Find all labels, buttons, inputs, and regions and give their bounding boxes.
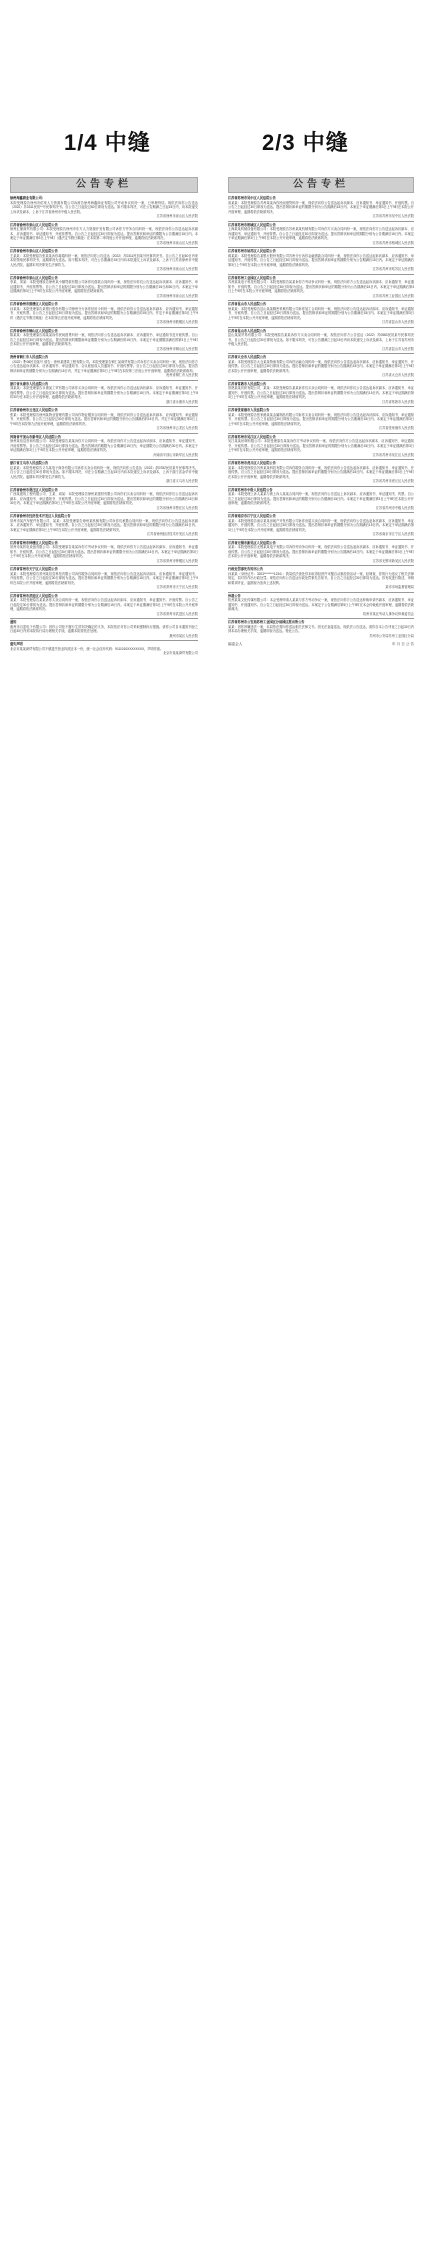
notice-divider xyxy=(228,327,414,328)
notice-item xyxy=(228,488,414,511)
notice-title: 江苏省徐州市云龙区人民法院公告 xyxy=(10,408,58,412)
notice-body: 某某：本院受理原告太仓某某物流有限公司诉你运输合同纠纷一案，现依法向你公告送达起诉状副本、应诉通知书、举证通知书、开庭传票。自公告之日起经过30日即视为送达。提出答辩状和举证的期限分别为公告期满后15日内。本案定于举证期满后第3日上午9时在本院公开开庭审理，逾期将依法缺席判决。 xyxy=(228,359,414,373)
notice-signature: 江苏省徐州市鼓楼区人民法院 xyxy=(156,320,198,324)
notice-signature: 江苏省张家港市人民法院 xyxy=(378,426,414,430)
notice-item xyxy=(228,594,414,617)
notice-body: 徐某某：本院受理原告昆山某某精密机械有限公司诉你加工合同纠纷一案，现依法向你公告送达起诉状副本、应诉通知书、举证通知书、开庭传票。自公告之日起经过30日即视为送达。提出答辩状和举证的期限分别为公告期满后15日内。本案定于举证期满后第3日上午9时在本院公开开庭审理，逾期将依法缺席判决。 xyxy=(228,306,414,320)
notice-item xyxy=(10,620,198,638)
notice-divider xyxy=(228,433,414,434)
notice-signature: 江苏省昆山市人民法院 xyxy=(382,320,414,324)
left-column-banner: 公告专栏 xyxy=(10,177,198,193)
notice-item xyxy=(228,514,414,537)
notice-divider xyxy=(228,353,414,354)
notice-title: 行政处罚事先告知书公告 xyxy=(228,567,264,571)
notice-item xyxy=(228,249,414,272)
notice-body: 赵某某：本院受理原告义乌某电子商务有限公司诉你买卖合同纠纷一案，现依法向你公告送达（2022）浙0782民初某号民事判决书。自公告之日起经过30日即视为送达。如不服本判决，可在公告期满之日起15日内向本院递交上诉状及副本，上诉于浙江省金华市中级人民法院。逾期本判决即发生法律效力。 xyxy=(10,465,198,479)
notice-signature: 江苏省徐州经济技术开发区人民法院 xyxy=(147,532,198,536)
notice-signature: 江苏省苏州工业园区人民法院 xyxy=(372,293,414,298)
notice-title: 江苏省徐州市泉山区人民法院公告 xyxy=(10,222,58,227)
notice-title: 江苏省徐州市贾汪区人民法院公告 xyxy=(10,487,58,492)
notice-divider xyxy=(10,353,198,354)
notice-body: 北京市某某商贸有限公司不慎遗失营业执照正本一份，统一社会信用代码：9111010XXXXXXXX，声明作废。 xyxy=(10,646,164,651)
notice-divider xyxy=(10,380,198,381)
notice-signature: 江苏省苏州市相城区人民法院 xyxy=(372,240,414,245)
notice-signature: 杭州市某区劳动人事争议仲裁委员会 xyxy=(363,611,414,616)
notice-divider xyxy=(10,247,198,248)
notice-title: 徐州海鑫商业有限公司： xyxy=(10,196,46,200)
notice-title: 江苏省常州市钟楼区人民法院公告 xyxy=(10,540,58,545)
notice-divider xyxy=(228,380,414,381)
notice-signature: 江苏省徐州市泉山区人民法院 xyxy=(156,214,198,218)
notice-item xyxy=(10,223,198,246)
notice-body: 昆山某某贸易有限公司：本院受理原告某某诉你方买卖合同纠纷一案，现依法向你方公告送达（2022）苏0583民初某号民事判决书。自公告之日起经过30日即视为送达。如不服本判决，可在公告期满之日起15日内向本院递交上诉状及副本，上诉于江苏省苏州市中级人民法院。 xyxy=(228,333,414,346)
notice-signature: 江苏省徐州市泉山区人民法院 xyxy=(156,267,198,271)
notice-item xyxy=(10,408,198,431)
notice-divider xyxy=(10,327,198,328)
notice-title: 江苏省苏州市中级人民法院公告 xyxy=(228,487,273,492)
footer-right-text: 年 月 日 公 告 xyxy=(392,642,414,646)
notice-signature: 浙江省永康市人民法院 xyxy=(166,399,198,404)
notice-body: 上海某某机械设备有限公司：本院受理原告苏州某某机械有限公司诉你方买卖合同纠纷一案，现依法向你方公告送达起诉状副本、应诉通知书、举证通知书、开庭传票。自公告之日起经过30日即视为送达。提出答辩状和举证的期限分别为公告期满后15日内。本案定于举证期满后第3日上午9时在本院公开开庭审理，逾期将依法缺席判决。 xyxy=(228,227,414,240)
notice-item xyxy=(228,382,414,405)
notice-item xyxy=(228,461,414,484)
notice-item xyxy=(10,382,198,405)
notice-divider xyxy=(228,486,414,487)
notice-signature: 江苏省常熟市人民法院 xyxy=(382,399,414,404)
notice-title: 浙江省永康市人民法院公告 xyxy=(10,381,49,386)
notice-signature: 浙江省义乌市人民法院 xyxy=(166,479,198,483)
right-column-footer xyxy=(228,642,414,647)
right-column-banner: 公告专栏 xyxy=(228,177,414,193)
notice-body: 某某：本院受理上诉人某某与被上诉人某某合同纠纷一案，现依法向你公告送达上诉状副本、应诉通知书、举证通知书、传票。自公告之日起经过30日即视为送达。提出答辩状和举证的期限分别为公告期满后15日内。本案定于举证期满后第3日上午9时在本院公开开庭审理，逾期将依法缺席判决。 xyxy=(228,492,414,505)
notice-title: 仲裁公告 xyxy=(228,593,241,598)
notice-signature: 江苏省徐州市泉山区人民法院 xyxy=(156,293,198,298)
notice-signature: 江苏省太仓市人民法院 xyxy=(382,373,414,377)
notice-title: 江苏省苏州市姑苏区人民法院公告 xyxy=(228,249,276,253)
notice-divider xyxy=(228,300,414,301)
notice-item xyxy=(10,329,198,352)
notice-signature: 江苏省苏州市中级人民法院 xyxy=(375,505,414,510)
notice-body: 常州市某机电设备有限公司：本院受理原告某某诉你方劳动争议纠纷一案，现依法向你方公告送达起诉状副本、应诉通知书、举证通知书、开庭传票。自公告之日起经过30日即视为送达。提出答辩状和举证的期限分别为公告期满后15日内。本案定于举证期满后第3日上午9时在本院公开开庭审理，逾期将依法缺席判决。 xyxy=(10,545,198,558)
notice-item xyxy=(10,302,198,325)
notice-signature: 江苏省徐州市泉山区人民法院 xyxy=(156,240,198,245)
notice-divider xyxy=(10,592,198,593)
notice-body: 某某：因你涉嫌违法一案，本局依法需向你送达相关法律文书。因无法直接送达，现依法公告送达。请你自本公告刊登之日起30日内到本局办理相关手续，逾期即视为送达。特此公告。 xyxy=(228,624,414,633)
notice-signature: 河南省平顶山市新华区人民法院 xyxy=(153,452,198,457)
notice-divider xyxy=(10,512,198,513)
notice-body: 孙某某（身份证号：3203********1234）：我局依法查处你未取得经营许可擅自从事经营活动一案，经调查，你的行为违反了相关法律规定，拟对你作出行政处罚。现依法向你公告送达行政处罚事先告知书。自公告之日起经过30日即视为送达。你有权进行陈述、申辩和要求听证，逾期视为放弃上述权利。 xyxy=(228,571,414,585)
notice-item xyxy=(228,223,414,246)
notice-title: 江苏省太仓市人民法院公告 xyxy=(228,355,267,359)
left-column-label: 1/4 中缝 xyxy=(64,130,151,155)
notice-signature: 江苏省苏州市吴中区人民法院 xyxy=(372,214,414,218)
notice-divider xyxy=(228,592,414,593)
notice-divider xyxy=(228,247,414,248)
notice-title: 江苏省徐州市泉山区人民法院公告 xyxy=(10,249,58,253)
notice-item xyxy=(10,514,198,537)
notice-title: 江苏省常州市武进区人民法院公告 xyxy=(10,593,58,598)
notice-item xyxy=(10,249,198,272)
notice-title: 江苏省昆山市人民法院公告 xyxy=(228,328,267,333)
notice-title: 江苏省常州市天宁区人民法院公告 xyxy=(10,567,58,571)
notice-body: 张某：本院受理原告徐州某物业管理有限公司诉你物业服务合同纠纷一案，现依法向你公告送达起诉状副本、应诉通知书、举证通知书、开庭传票。自公告之日起经过30日即视为送达。提出答辩状和举证的期限分别为公告期满后的15日内。并定于举证期满后第3日上午9时在本院第九法庭开庭审理，逾期将依法缺席判决。 xyxy=(10,412,198,426)
notice-body: 本院受理原告徐州市佑家人力资源有限公司诉被告徐州海鑫商业有限公司劳动争议纠纷一案，已审理终结。现依法向你公告送达（2022）苏0311民初**号民事判决书。自公告之日起经过60日即视为送达。如不服本判决，可在公告期满之日起15日内，向本院递交上诉状及副本，上诉于江苏省徐州市中级人民法院。 xyxy=(10,200,198,214)
notice-title: 江苏省苏州市吴江区人民法院公告 xyxy=(228,434,276,439)
notice-body: 常州市某汽车配件有限公司、某某：本院受理原告徐州某机械有限公司诉你们承揽合同纠纷一案，现依法向你们公告送达起诉状副本、应诉通知书、举证通知书、开庭传票。自公告之日起经过30日即视为送达。提出答辩状和举证的期限分别为公告期满后15日内。本案定于举证期满后第3日上午9时在本院公开开庭审理，逾期将依法缺席判决。 xyxy=(10,518,198,532)
notice-signature: 江苏省徐州市贾汪区人民法院 xyxy=(156,505,198,510)
notice-title: 江苏省苏州市虎丘区人民法院公告 xyxy=(228,461,276,465)
notice-divider xyxy=(10,618,198,619)
notice-item xyxy=(228,302,414,325)
notice-title: 江苏省张家港市人民法院公告 xyxy=(228,408,270,412)
notice-title: 江苏省昆山市人民法院公告 xyxy=(228,302,267,306)
notice-title: 江苏省苏州市公安局苏州工业园区分局园区派出所公告 xyxy=(228,620,305,624)
notice-body: 刘某某：本院受理原告永康某工贸有限公司诉你买卖合同纠纷一案，现依法向你公告送达起诉状副本、应诉通知书、举证通知书、开庭传票等。自公告之日起经过30日即视为送达。提出答辩状和举证的期限分别为公告期满后15日内。本案定于举证期满后第3日上午8时30分在本院公开开庭审理，逾期将依法缺席判决。 xyxy=(10,386,198,399)
notice-body: 苏州某某电子科技有限公司：本院受理原告某某诉你方劳动争议纠纷一案，现依法向你方公告送达起诉状副本、应诉通知书、举证通知书、开庭传票。自公告之日起经过30日即视为送达。提出答辩状和举证的期限分别为公告期满后15日内。本案定于举证期满后第3日上午9时在本院公开开庭审理，逾期将依法缺席判决。 xyxy=(228,280,414,293)
notice-signature: 惠州市某区人民法院 xyxy=(169,633,198,638)
notice-title: 江苏省徐州市鼓楼区人民法院公告 xyxy=(10,302,58,306)
notice-divider xyxy=(10,565,198,566)
notice-body: 陈某某：本院受理原告周某某诉你民间借贷纠纷一案，现依法向你公告送达起诉状副本、应诉通知书、举证通知书及开庭传票。自公告之日起经过30日即视为送达。提出答辩状的期限和举证期限分别为公告期满后的15日内。本案定于举证期限届满后的第3日上午9时在本院公开开庭审理，逾期将依法缺席判决。 xyxy=(10,333,198,346)
notice-signature: 江苏省徐州市铜山区人民法院 xyxy=(156,346,198,351)
right-notices xyxy=(228,196,414,638)
notice-item xyxy=(228,541,414,564)
notice-title: 江苏省苏州工业园区人民法院公告 xyxy=(228,275,276,280)
notice-body: 某某：本院受理原告常州某信息科技有限公司诉你服务合同纠纷一案，现依法向你公告送达起诉状副本、应诉通知书、举证通知书、开庭传票。自公告之日起经过30日即视为送达。提出答辩状和举证的期限分别为公告期满后15日内。本案定于举证期满后第3日上午9时在本院公开开庭审理，逾期将依法缺席判决。 xyxy=(10,571,198,585)
notice-title: 河南省平顶山市新华区人民法院公告 xyxy=(10,434,61,439)
notice-signature: 江苏省常州市武进区人民法院 xyxy=(156,611,198,616)
notice-signature: 江苏省苏州市虎丘区人民法院 xyxy=(372,479,414,483)
notice-item xyxy=(10,355,198,378)
notice-divider xyxy=(10,640,198,641)
notice-title: 贵州省铜仁市人民法院公告 xyxy=(10,355,49,359)
notice-body: 薛某某：本院受理原告某银行股份有限公司苏州分行诉你金融借款合同纠纷一案，现依法向你公告送达起诉状副本、应诉通知书、举证通知书、开庭传票。自公告之日起经过30日即视为送达。提出答辩状和举证的期限分别为公告期满后15日内。本案定于举证期满后第3日上午9时在本院公开开庭审理，逾期将依法缺席判决。 xyxy=(228,253,414,267)
notice-signature: 江苏省苏州市姑苏区人民法院 xyxy=(372,267,414,271)
notice-divider xyxy=(10,221,198,222)
notice-title: 江苏省无锡市新吴区人民法院公告 xyxy=(228,540,276,545)
notice-signature: 北京市某某商贸有限公司 xyxy=(162,651,198,655)
notice-body: 王某某：本院受理原告张某某诉你离婚纠纷一案，现依法向你公告送达（2022）苏0311民初某号民事判决书。自公告之日起60日内来本院领取民事判决书，逾期即视为送达。如不服本判决，可在公告期满后15日内向本院递交上诉状及副本，上诉于江苏省徐州市中级人民法院。逾期本判决即发生法律效力。 xyxy=(10,253,198,267)
notice-divider xyxy=(228,459,414,460)
notice-item xyxy=(10,642,198,656)
notice-divider xyxy=(10,406,198,407)
notice-item xyxy=(228,196,414,219)
right-announcement-column xyxy=(228,177,414,647)
notice-body: 惠州市百盈电子有限公司：因你公司拒不履行生效判决确定的义务，本院依法对你公司采取强制执行措施。请你公司自本通知刊登之日起30日内到本院执行局办理相关手续，逾期本院将依法处理。 xyxy=(10,624,198,633)
notice-title: 浙江省义乌市人民法院公告 xyxy=(10,461,49,465)
notice-title: 遗失声明 xyxy=(10,642,23,646)
notice-body: 某某：本院受理原告苏州某某科技有限公司诉你服务合同纠纷一案，现依法向你公告送达起诉状副本、应诉通知书、举证通知书、开庭传票。自公告之日起经过30日即视为送达。提出答辩状和举证的期限分别为公告期满后15日内。本案定于举证期满后第3日上午9时在本院公开开庭审理，逾期将依法缺席判决。 xyxy=(228,465,414,479)
notice-item xyxy=(228,567,414,590)
notice-item xyxy=(10,488,198,511)
notice-item xyxy=(10,196,198,219)
notice-divider xyxy=(10,539,198,540)
notice-body: 徐州某信息咨询有限公司：本院受理原告某某诉你方合同纠纷一案，现依法向你方公告送达起诉状副本、应诉通知书、举证通知书、开庭传票等。自公告之日起经过30日即视为送达。提出答辩状的期限为公告期满后15日内，举证期限为公告期满后30日内。本案定于举证期满后第3日上午9时在本院公开开庭审理，逾期将依法缺席判决。 xyxy=(10,439,198,452)
notice-item xyxy=(228,408,414,431)
notice-divider xyxy=(228,618,414,619)
notice-signature: 某市市场监督管理局 xyxy=(385,585,414,589)
notice-body: 高某某：本院受理原告苏州某某诉你民间借贷纠纷一案，现依法向你公告送达起诉状副本、应诉通知书、举证通知书、开庭传票。自公告之日起经过30日即视为送达。提出答辩状和举证的期限分别为公告期满后15日内。本案定于举证期满后第3日上午9时在本院公开开庭审理，逾期将依法缺席判决。 xyxy=(228,200,414,214)
notice-item xyxy=(228,620,414,638)
notice-body: （2022）黔06民初某号 被告：徐州某建筑工程有限公司。本院受理原告铜仁某商贸有限公司诉你方买卖合同纠纷一案，现依法向你方公告送达起诉状副本、应诉通知书、举证通知书、合议庭组成人员通知书、开庭传票等。自公告之日起经过30日即视为送达。提出答辩状和举证的期限分别为公告期满后15日内，并定于举证期满后第3日上午9时在本院第三法庭公开开庭审理，逾期将依法缺席裁判。 xyxy=(10,359,198,373)
notice-title: 江苏省徐州市泉山区人民法院公告 xyxy=(10,275,58,280)
notice-divider xyxy=(228,221,414,222)
notice-title: 江苏省徐州市经济技术开发区人民法院公告 xyxy=(10,514,71,518)
right-column-label: 2/3 中缝 xyxy=(262,130,349,155)
notice-body: 常熟某某纺织有限公司、某某：本院受理原告某某诉你们买卖合同纠纷一案，现依法向你们公告送达起诉状副本、应诉通知书、举证通知书、开庭传票。自公告之日起经过30日即视为送达。提出答辩状和举证的期限分别为公告期满后15日内。本案定于举证期满后第3日上午9时在本院公开开庭审理，逾期将依法缺席判决。 xyxy=(228,386,414,399)
notice-title: 通知 xyxy=(10,620,17,624)
left-notices xyxy=(10,196,198,656)
notice-divider xyxy=(228,512,414,513)
notice-signature: 江苏省无锡市新吴区人民法院 xyxy=(372,558,414,563)
notice-divider xyxy=(228,274,414,275)
notice-divider xyxy=(228,565,414,566)
notice-title: 江苏省苏州市相城区人民法院公告 xyxy=(228,222,276,227)
notice-item xyxy=(10,594,198,617)
notice-signature: 苏州市公安局苏州工业园区分局 xyxy=(369,633,414,638)
notice-body: 某某：本院受理原告某某诉你买卖合同纠纷一案，现依法向你公告送达起诉状副本、应诉通知书、举证通知书、开庭传票。自公告之日起经过30日即视为送达。提出答辩状和举证的期限分别为公告期满后15日内。本案定于举证期满后第3日上午9时在本院公开开庭审理，逾期将依法缺席判决。 xyxy=(10,598,198,611)
notice-item xyxy=(10,435,198,458)
footer-left-text: 编委会人 xyxy=(228,642,243,646)
notice-divider xyxy=(228,539,414,540)
notice-body: 杭州某某文化传媒有限公司：本会受理申请人某某与你方劳动争议一案，现依法向你方公告送达仲裁申请书副本、应诉通知书、举证通知书、开庭通知书。自公告之日起经过30日即视为送达。本案定于公告期满后第5日上午9时在本会仲裁庭开庭审理，逾期将依法缺席裁决。 xyxy=(228,598,414,611)
notice-item xyxy=(10,541,198,564)
notice-signature: 贵州省铜仁市人民法院 xyxy=(166,373,198,377)
notice-divider xyxy=(10,274,198,275)
notice-divider xyxy=(10,486,198,487)
notice-item xyxy=(228,329,414,352)
notice-title: 江苏省苏州市吴中区人民法院公告 xyxy=(228,196,276,200)
notice-divider xyxy=(228,406,414,407)
notice-signature: 江苏省徐州市云龙区人民法院 xyxy=(156,426,198,430)
notice-signature: 江苏省昆山市人民法院 xyxy=(382,346,414,351)
notice-signature: 江苏省常州市钟楼区人民法院 xyxy=(156,558,198,563)
notice-signature: 江苏省常州市天宁区人民法院 xyxy=(156,585,198,589)
notice-title: 江苏省徐州市铜山区人民法院公告 xyxy=(10,328,58,333)
notice-item xyxy=(10,276,198,299)
notice-divider xyxy=(10,433,198,434)
notice-divider xyxy=(10,459,198,460)
notice-body: 广西某建筑工程有限公司、王某、周某：本院受理原告徐州某建材有限公司诉你们买卖合同纠纷一案，现依法向你们公告送达起诉状副本、应诉通知书、举证通知书、开庭传票。自公告之日起经过30日即视为送达。提出答辩状和举证的期限分别为公告期满后15日和30日内。本案定于举证期满后第3日上午9时在本院公开开庭审理，逾期将依法缺席判决。 xyxy=(10,492,198,505)
notice-title: 江苏省常熟市人民法院公告 xyxy=(228,381,267,386)
left-announcement-column xyxy=(10,177,198,658)
notice-body: 某某：本院受理原告无锡某某电子有限公司诉你劳动争议纠纷一案，现依法向你公告送达起诉状副本、应诉通知书、举证通知书、开庭传票。自公告之日起经过30日即视为送达。提出答辩状和举证的期限分别为公告期满后15日内。本案定于举证期满后第3日上午9时在本院公开开庭审理，逾期将依法缺席判决。 xyxy=(228,545,414,558)
notice-body: 李某、刘某：本院受理原告徐州某小额贷款有限公司诉你们借款合同纠纷一案，现依法向你们公告送达起诉状副本、应诉通知书、举证通知书、开庭传票等。自公告之日起经过30日即视为送达。提出答辩状和举证的期限分别为公告期满后15日和30日内。本案定于举证期满后第3日上午9时在本院公开开庭审理，逾期将依法缺席裁判。 xyxy=(10,280,198,293)
notice-item xyxy=(228,435,414,458)
notice-body: 徐州汇鼎商贸有限公司：本院受理原告徐州市东方人力资源开发有限公司诉你方劳务合同纠纷一案，现依法向你公告送达起诉状副本、应诉通知书、举证通知书、开庭传票等。自公告之日起经过30日即视为送达。提出答辩状和举证的期限为公告期满后15日内。本案定于举证期满后第3日上午9时（遇法定节假日顺延）在本院第二审判庭公开开庭审理，逾期将依法缺席判决。 xyxy=(10,227,198,240)
notice-item xyxy=(10,567,198,590)
notice-signature: 江苏省南京市江宁区人民法院 xyxy=(372,532,414,536)
notice-signature: 江苏省苏州市吴江区人民法院 xyxy=(372,452,414,457)
notice-item xyxy=(10,461,198,484)
notice-body: 某某：本院受理原告南京某某房地产开发有限公司诉你房屋买卖合同纠纷一案，现依法向你公告送达起诉状副本、应诉通知书、举证通知书、开庭传票。自公告之日起经过30日即视为送达。提出答辩状和举证的期限分别为公告期满后15日内。本案定于举证期满后第3日上午9时在本院公开开庭审理，逾期将依法缺席判决。 xyxy=(228,518,414,532)
notice-body: 孙某某：本院受理原告某银行股份有限公司徐州分行诉你信用卡纠纷一案，现依法向你公告送达起诉状副本、应诉通知书、举证通知书、开庭传票。自公告之日起经过30日即视为送达。提出答辩状和举证的期限为公告期满后的15日内。并定于举证期满后第3日上午9时（遇法定节假日顺延）在本院第五法庭开庭审理，逾期将依法缺席判决。 xyxy=(10,306,198,320)
notice-item xyxy=(228,355,414,378)
notice-body: 吴江某某丝绸有限公司：本院受理原告某某诉你方劳动争议纠纷一案，现依法向你方公告送达起诉状副本、应诉通知书、举证通知书、开庭传票。自公告之日起经过30日即视为送达。提出答辩状和举证的期限分别为公告期满后15日内。本案定于举证期满后第3日上午9时在本院公开开庭审理，逾期将依法缺席判决。 xyxy=(228,439,414,452)
notice-divider xyxy=(10,300,198,301)
notice-body: 某某：本院受理原告张家港某某金属制品有限公司诉你买卖合同纠纷一案，现依法向你公告送达起诉状副本、应诉通知书、举证通知书、开庭传票。自公告之日起经过30日即视为送达。提出答辩状和举证的期限分别为公告期满后15日内。本案定于举证期满后第3日上午9时在本院公开开庭审理，逾期将依法缺席判决。 xyxy=(228,412,414,426)
notice-item xyxy=(228,276,414,299)
notice-title: 江苏省南京市江宁区人民法院公告 xyxy=(228,514,276,518)
